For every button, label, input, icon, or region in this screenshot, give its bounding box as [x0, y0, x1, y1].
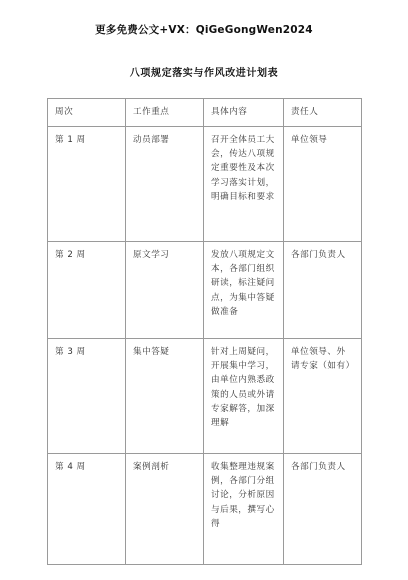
table-header — [48, 99, 362, 127]
focus-cell: 案例剖析 — [126, 454, 204, 565]
content-cell: 针对上周疑问，开展集中学习，由单位内熟悉政策的人员或外请专家解答，加深理解 — [204, 339, 284, 454]
table-row — [48, 339, 362, 454]
focus-cell: 集中答疑 — [126, 339, 204, 454]
content-cell: 召开全体员工大会，传达八项规定重要性及本次学习落实计划，明确目标和要求 — [204, 127, 284, 242]
week-cell: 第 4 周 — [48, 454, 126, 565]
promo-header: 更多免费公文+VX：QiGeGongWen2024 — [95, 24, 313, 36]
week-cell: 第 1 周 — [48, 127, 126, 242]
header-row — [48, 99, 362, 127]
content-cell: 收集整理违规案例，各部门分组讨论，分析原因与后果，撰写心得 — [204, 454, 284, 565]
table-row — [48, 127, 362, 242]
plan-table — [47, 98, 362, 565]
header-owner: 责任人 — [284, 99, 362, 127]
table-row — [48, 454, 362, 565]
table-body — [48, 127, 362, 565]
focus-cell: 原文学习 — [126, 242, 204, 339]
focus-cell: 动员部署 — [126, 127, 204, 242]
owner-cell: 单位领导、外请专家（如有） — [284, 339, 362, 454]
table-row — [48, 242, 362, 339]
owner-cell: 各部门负责人 — [284, 454, 362, 565]
week-cell: 第 3 周 — [48, 339, 126, 454]
header-week: 周次 — [48, 99, 126, 127]
content-cell: 发放八项规定文本，各部门组织研读，标注疑问点，为集中答疑做准备 — [204, 242, 284, 339]
document-title: 八项规定落实与作风改进计划表 — [129, 68, 279, 79]
header-content: 具体内容 — [204, 99, 284, 127]
owner-cell: 单位领导 — [284, 127, 362, 242]
owner-cell: 各部门负责人 — [284, 242, 362, 339]
week-cell: 第 2 周 — [48, 242, 126, 339]
header-focus: 工作重点 — [126, 99, 204, 127]
